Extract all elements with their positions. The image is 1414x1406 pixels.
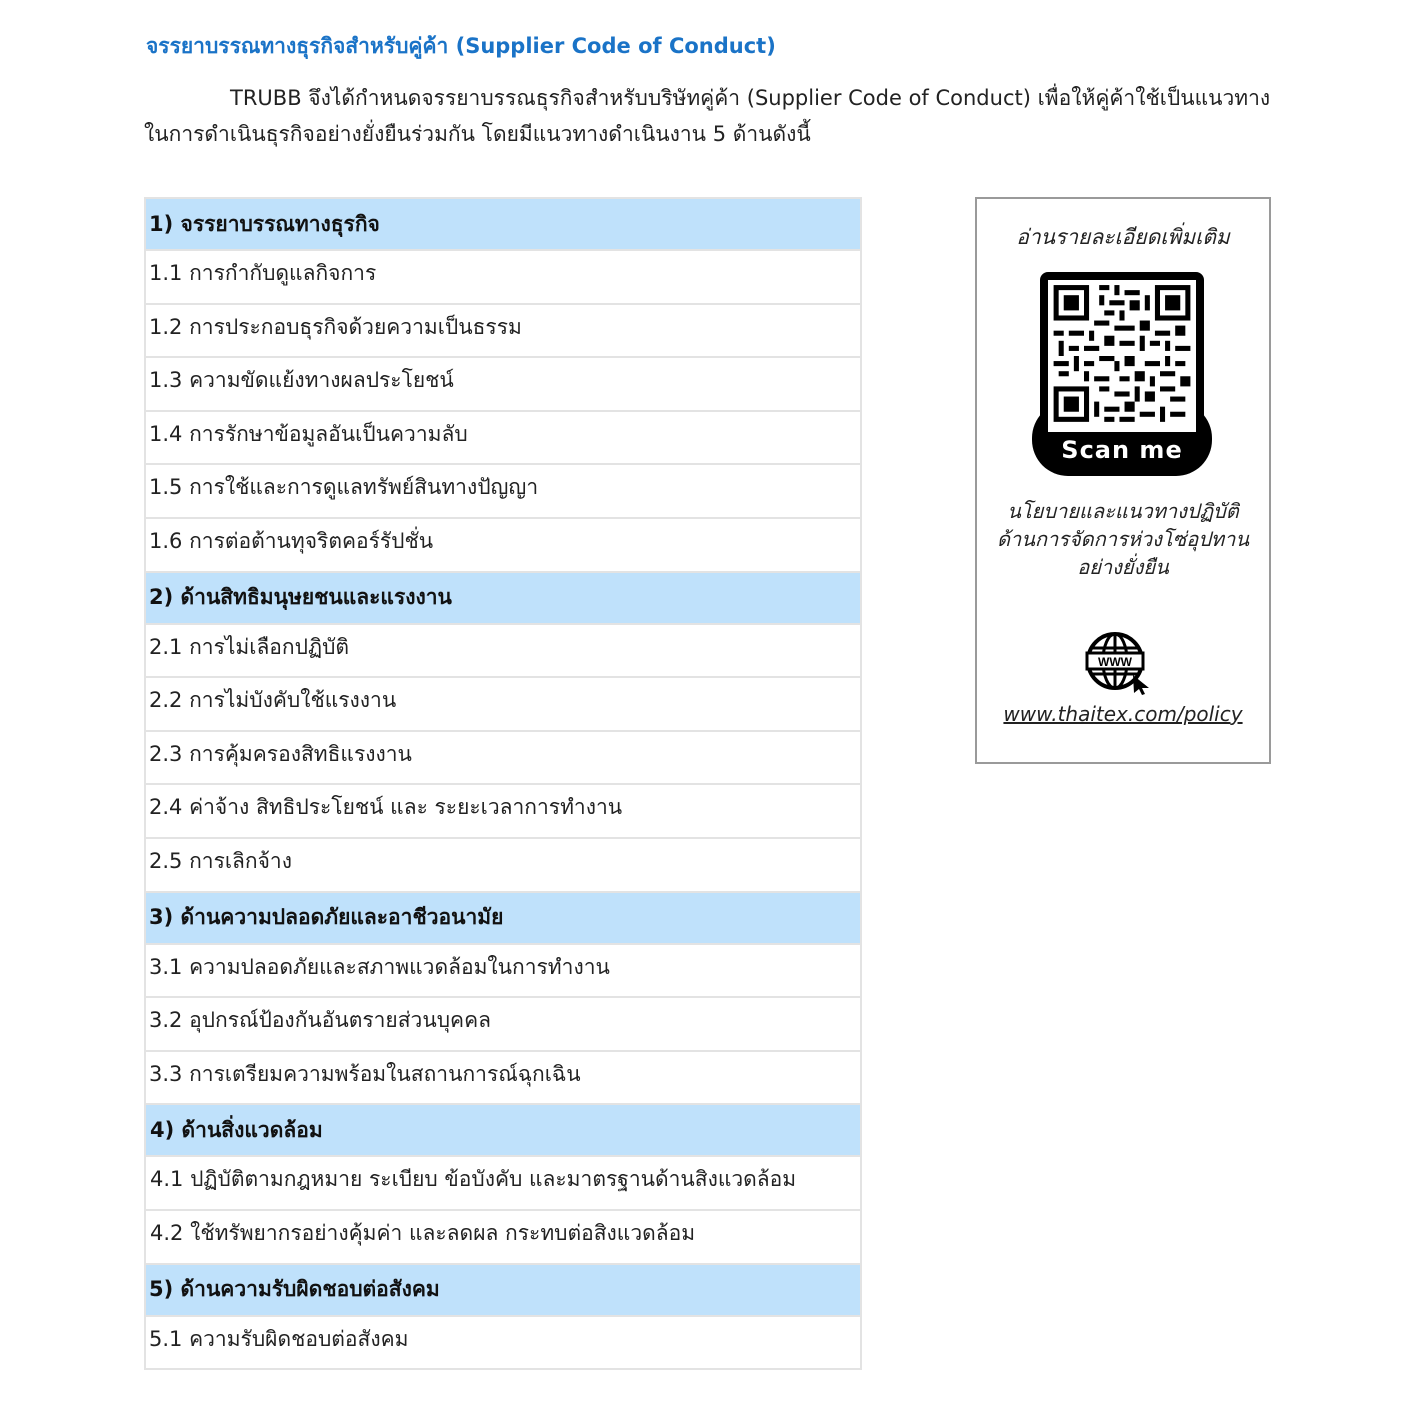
table-row: 1.2 การประกอบธุรกิจด้วยความเป็นธรรม bbox=[146, 305, 860, 359]
read-more-label: อ่านรายละเอียดเพิ่มเติม bbox=[1016, 225, 1230, 249]
table-row: 1.1 การกำกับดูแลกิจการ bbox=[146, 251, 860, 305]
section-header-2: 2) ด้านสิทธิมนุษยชนและแรงงาน bbox=[146, 573, 860, 625]
code-of-conduct-table bbox=[144, 197, 862, 1370]
table-row: 1.5 การใช้และการดูแลทรัพย์สินทางปัญญา bbox=[146, 465, 860, 519]
table-row: 3.3 การเตรียมความพร้อมในสถานการณ์ฉุกเฉิน bbox=[146, 1052, 860, 1106]
section-header-5: 5) ด้านความรับผิดชอบต่อสังคม bbox=[146, 1265, 860, 1317]
qr-frame bbox=[1040, 272, 1204, 436]
qr-code-icon bbox=[1048, 280, 1196, 432]
intro-text: TRUBB จึงได้กำหนดจรรยาบรรณธุรกิจสำหรับบริษัทคู่ค้า (Supplier Code of Conduct) เพื่อให้คู่ค้าใช้เป็นแนวทางในการดำเนินธุรกิจอย่างยั่งยืนร่วมกัน โดยมีแนวทางดำเนินงาน 5 ด้านดังนี้ bbox=[144, 86, 1271, 146]
table-row: 2.3 การคุ้มครองสิทธิแรงงาน bbox=[146, 732, 860, 786]
globe-icon bbox=[1085, 631, 1153, 695]
table-row: 3.1 ความปลอดภัยและสภาพแวดล้อมในการทำงาน bbox=[146, 945, 860, 999]
table-row: 5.1 ความรับผิดชอบต่อสังคม bbox=[146, 1317, 860, 1371]
section-header-4: 4) ด้านสิ่งแวดล้อม bbox=[146, 1105, 860, 1157]
table-row: 1.6 การต่อต้านทุจริตคอร์รัปชั่น bbox=[146, 519, 860, 573]
table-row: 1.3 ความขัดแย้งทางผลประโยชน์ bbox=[146, 358, 860, 412]
policy-line-2: ด้านการจัดการห่วงโซ่อุปทาน bbox=[996, 527, 1250, 551]
table-row: 2.2 การไม่บังคับใช้แรงงาน bbox=[146, 678, 860, 732]
table-row: 4.2 ใช้ทรัพยากรอย่างคุ้มค่า และลดผล กระทบต่อสิงแวดล้อม bbox=[146, 1211, 860, 1265]
policy-link-panel bbox=[975, 197, 1271, 764]
policy-description bbox=[977, 497, 1269, 581]
section-header-1: 1) จรรยาบรรณทางธุรกิจ bbox=[146, 199, 860, 251]
scan-me-label: Scan me bbox=[1061, 436, 1183, 464]
section-header-3: 3) ด้านความปลอดภัยและอาชีวอนามัย bbox=[146, 893, 860, 945]
policy-line-1: นโยบายและแนวทางปฏิบัติ bbox=[1007, 499, 1239, 523]
table-row: 1.4 การรักษาข้อมูลอันเป็นความลับ bbox=[146, 412, 860, 466]
intro-paragraph bbox=[144, 80, 1274, 152]
table-row: 2.4 ค่าจ้าง สิทธิประโยชน์ และ ระยะเวลาการทำงาน bbox=[146, 785, 860, 839]
globe-label: WWW bbox=[1098, 655, 1132, 669]
table-row: 2.5 การเลิกจ้าง bbox=[146, 839, 860, 893]
page-title: จรรยาบรรณทางธุรกิจสำหรับคู่ค้า (Supplier Code of Conduct) bbox=[146, 34, 776, 58]
qr-code-area bbox=[1048, 280, 1196, 432]
policy-line-3: อย่างยั่งยืน bbox=[1077, 555, 1169, 579]
policy-url-link[interactable]: www.thaitex.com/policy bbox=[1003, 702, 1243, 726]
table-row: 4.1 ปฏิบัติตามกฎหมาย ระเบียบ ข้อบังคับ และมาตรฐานด้านสิงแวดล้อม bbox=[146, 1157, 860, 1211]
table-row: 3.2 อุปกรณ์ป้องกันอันตรายส่วนบุคคล bbox=[146, 998, 860, 1052]
qr-code-badge[interactable] bbox=[1032, 272, 1212, 477]
table-row: 2.1 การไม่เลือกปฏิบัติ bbox=[146, 625, 860, 679]
